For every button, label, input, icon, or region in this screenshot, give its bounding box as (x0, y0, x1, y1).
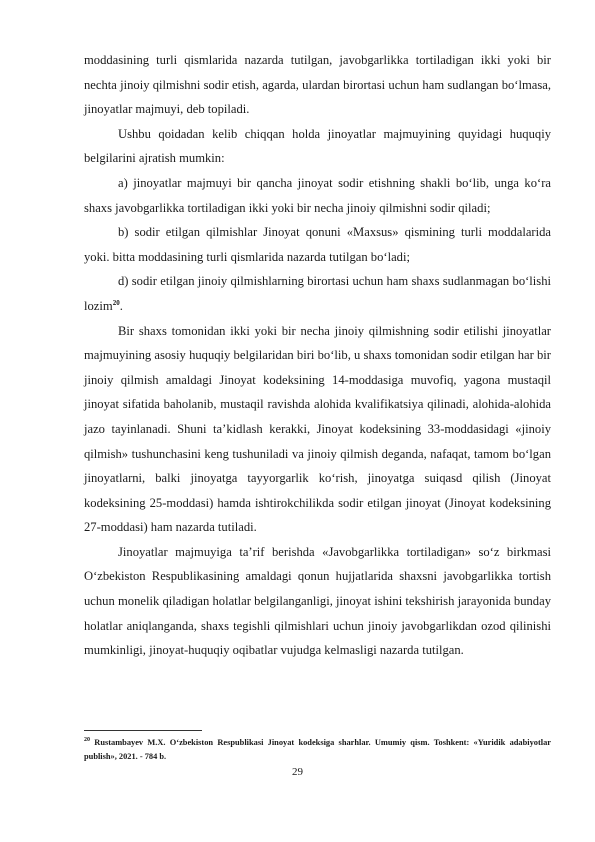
paragraph-5-tail: . (119, 298, 123, 313)
paragraph-7: Jinoyatlar majmuyiga ta’rif berishda «Javobgarlikka tortiladigan» so‘z birkmasi O‘zbekiston Respublikasining amaldagi qonun hujjatlarida shaxsni javobgarlikka tortish uchun monelik qiladigan holatlar belgilanganligi, jinoyat ishini tekshirish jarayonida bunday holatlar aniqlanganda, shaxs tegishli qilmishlari uchun jinoiy javobgarlikdan ozod qilinishi mumkinligi, jinoyat-huquqiy oqibatlar vujudga kelmasligi nazarda tutilgan. (84, 544, 551, 658)
paragraph-6: Bir shaxs tomonidan ikki yoki bir necha jinoiy qilmishning sodir etilishi jinoyatlar majmuyining asosiy huquqiy belgilaridan biri bo‘lib, u shaxs tomonidan sodir etilgan har bir jinoiy qilmish amaldagi Jinoyat kodeksining 14-moddasiga muvofiq, yagona mustaqil jinoyat sifatida baholanib, mustaqil ravishda alohida kvalifikatsiya qilinadi, alohida-alohida jazo tayinlanadi. Shuni ta’kidlash kerakki, Jinoyat kodeksining 33-moddasidagi «jinoiy qilmish» tushunchasini keng tushuniladi va jinoiy qilmish deganda, nafaqat, tamom bo‘lgan jinoyatlarni, balki jinoyatga tayyorgarlik ko‘rish, jinoyatga suiqasd qilish (Jinoyat kodeksining 25-moddasi) hamda ishtirokchilikda sodir etilgan jinoyat (Jinoyat kodeksining 27-moddasi) ham nazarda tutiladi. (84, 323, 551, 535)
paragraph-1: moddasining turli qismlarida nazarda tutilgan, javobgarlikka tortiladigan ikki yoki bir nechta jinoiy qilmishni sodir etish, agarda, ulardan birortasi uchun ham sudlangan bo‘lmasa, jinoyatlar majmuyi, deb topiladi. (84, 53, 551, 117)
footnote-text: Rustambayev M.X. O‘zbekiston Respublikasi Jinoyat kodeksiga sharhlar. Umumiy qism. Toshkent: «Yuridik adabiyotlar publish», 2021. - 784 b. (84, 738, 551, 762)
footnote-number: 20 (84, 737, 90, 744)
footnote-ref[interactable]: 20 (112, 298, 120, 307)
paragraph-3: a) jinoyatlar majmuyi bir qancha jinoyat sodir etishning shakli bo‘lib, unga ko‘ra shaxs javobgarlikka tortiladigan ikki yoki bir necha jinoiy qilmishni sodir qiladi; (84, 175, 551, 215)
paragraph-4: b) sodir etilgan qilmishlar Jinoyat qonuni «Maxsus» qismining turli moddalarida yoki. bitta moddasining turli qismlarida nazarda tutilgan bo‘ladi; (84, 225, 551, 264)
paragraph-5-text: d) sodir etilgan jinoiy qilmishlarning birortasi uchun ham shaxs sudlanmagan bo‘lishi lozim (84, 274, 551, 313)
footnote-divider (84, 730, 202, 731)
page-body (84, 48, 551, 663)
paragraph-2: Ushbu qoidadan kelib chiqqan holda jinoyatlar majmuyining quyidagi huquqiy belgilarini ajratish mumkin: (84, 126, 551, 166)
footnote (84, 736, 551, 765)
page-number: 29 (292, 766, 303, 778)
paragraph-5 (84, 269, 551, 318)
